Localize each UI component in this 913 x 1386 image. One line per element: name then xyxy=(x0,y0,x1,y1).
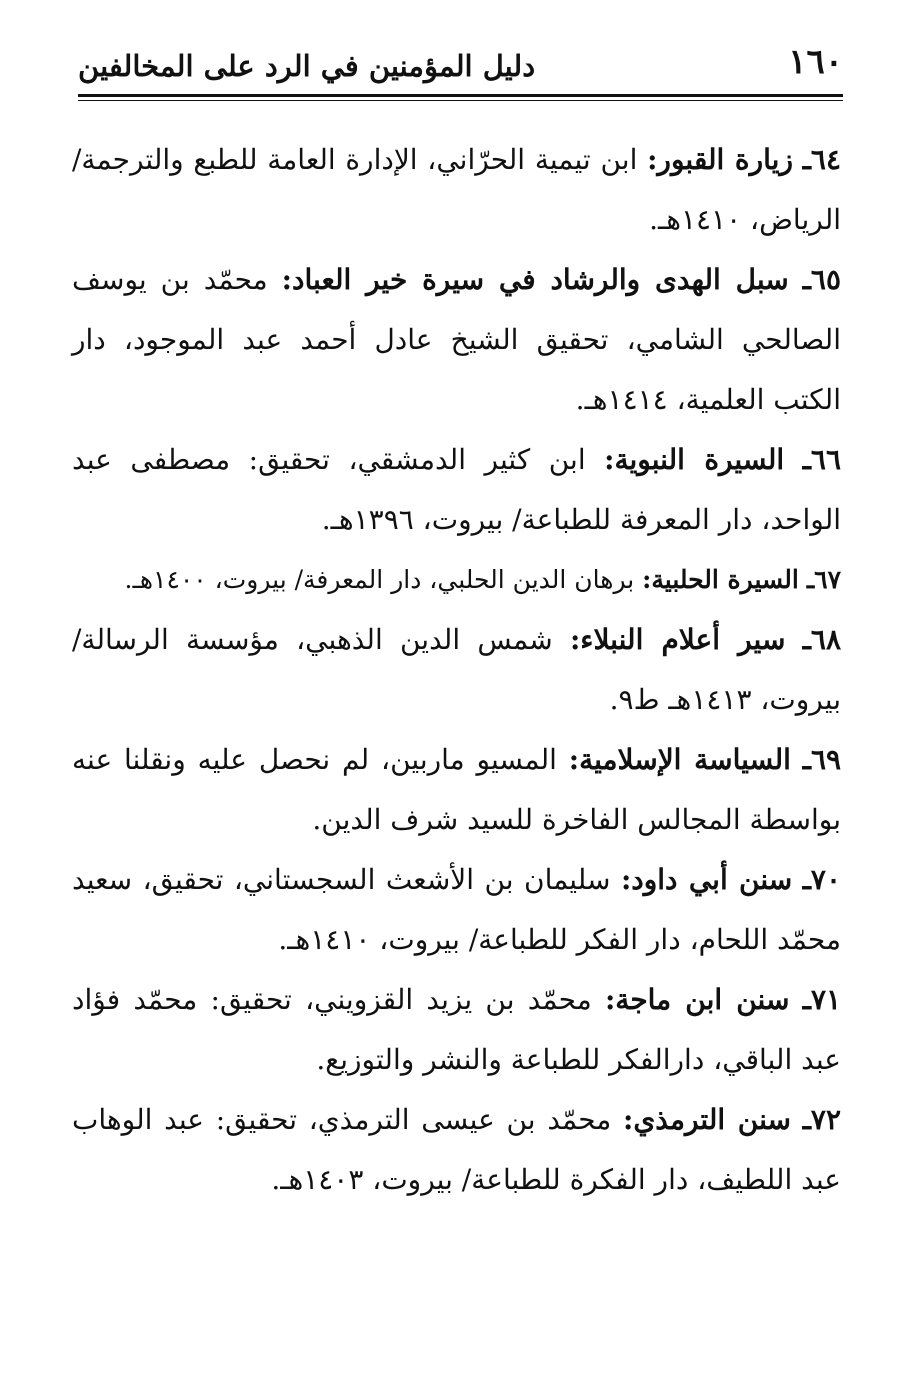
bibliography-entry-64 xyxy=(72,130,841,250)
entry-title: سير أعلام النبلاء: xyxy=(569,623,786,656)
entry-title: السيرة الحلبية: xyxy=(642,565,799,594)
entry-details: ابن كثير الدمشقي، تحقيق: مصطفى عبد الواحد، دار المعرفة للطباعة/ بيروت، ١٣٩٦هـ. xyxy=(72,443,841,536)
entry-title: السيرة النبوية: xyxy=(604,443,785,476)
entry-number: ٦٤ـ xyxy=(802,143,841,176)
entry-details: محمّد بن يزيد القزويني، تحقيق: محمّد فؤاد عبد الباقي، دارالفكر للطباعة والنشر والتوزيع. xyxy=(72,983,841,1076)
bibliography-entry-70 xyxy=(72,850,841,970)
bibliography-entry-66 xyxy=(72,430,841,550)
entry-number: ٧٢ـ xyxy=(802,1103,841,1136)
entry-details: ابن تيمية الحرّاني، الإدارة العامة للطبع والترجمة/ الرياض، ١٤١٠هـ. xyxy=(72,143,841,236)
entry-number: ٦٥ـ xyxy=(802,263,841,296)
entry-title: سنن ابن ماجة: xyxy=(604,983,790,1016)
bibliography-entry-67 xyxy=(72,550,841,610)
bibliography-list xyxy=(72,130,841,1210)
entry-title: سنن الترمذي: xyxy=(623,1103,791,1136)
bibliography-entry-65 xyxy=(72,250,841,430)
entry-details: المسيو ماربين، لم نحصل عليه ونقلنا عنه بواسطة المجالس الفاخرة للسيد شرف الدين. xyxy=(72,743,841,836)
entry-details: محمّد بن عيسى الترمذي، تحقيق: عبد الوهاب عبد اللطيف، دار الفكرة للطباعة/ بيروت، ١٤٠٣هـ. xyxy=(72,1103,841,1196)
entry-title: سنن أبي داود: xyxy=(620,863,793,896)
entry-title: سبل الهدى والرشاد في سيرة خير العباد: xyxy=(281,263,789,296)
entry-title: زيارة القبور: xyxy=(647,143,793,176)
entry-number: ٧٠ـ xyxy=(802,863,841,896)
header-rule-thick xyxy=(78,94,843,97)
bibliography-entry-72 xyxy=(72,1090,841,1210)
entry-number: ٦٧ـ xyxy=(806,565,841,594)
entry-details: محمّد بن يوسف الصالحي الشامي، تحقيق الشيخ عادل أحمد عبد الموجود، دار الكتب العلمية، ١٤١٤هـ. xyxy=(72,263,841,416)
entry-details: سليمان بن الأشعث السجستاني، تحقيق، سعيد محمّد اللحام، دار الفكر للطباعة/ بيروت، ١٤١٠هـ. xyxy=(72,863,841,956)
bibliography-entry-71 xyxy=(72,970,841,1090)
entry-number: ٦٨ـ xyxy=(802,623,841,656)
entry-title: السياسة الإسلامية: xyxy=(568,743,791,776)
page-number: ١٦٠ xyxy=(788,42,843,82)
page-header xyxy=(78,38,843,90)
entry-number: ٧١ـ xyxy=(802,983,842,1016)
entry-number: ٦٦ـ xyxy=(802,443,841,476)
entry-number: ٦٩ـ xyxy=(802,743,842,776)
entry-details: شمس الدين الذهبي، مؤسسة الرسالة/ بيروت، ١٤١٣هـ ط٩. xyxy=(72,623,841,716)
bibliography-entry-68 xyxy=(72,610,841,730)
entry-details: برهان الدين الحلبي، دار المعرفة/ بيروت، ١٤٠٠هـ. xyxy=(124,565,635,594)
header-rule-thin xyxy=(78,100,843,101)
book-title: دليل المؤمنين في الرد على المخالفين xyxy=(78,49,536,83)
bibliography-entry-69 xyxy=(72,730,841,850)
